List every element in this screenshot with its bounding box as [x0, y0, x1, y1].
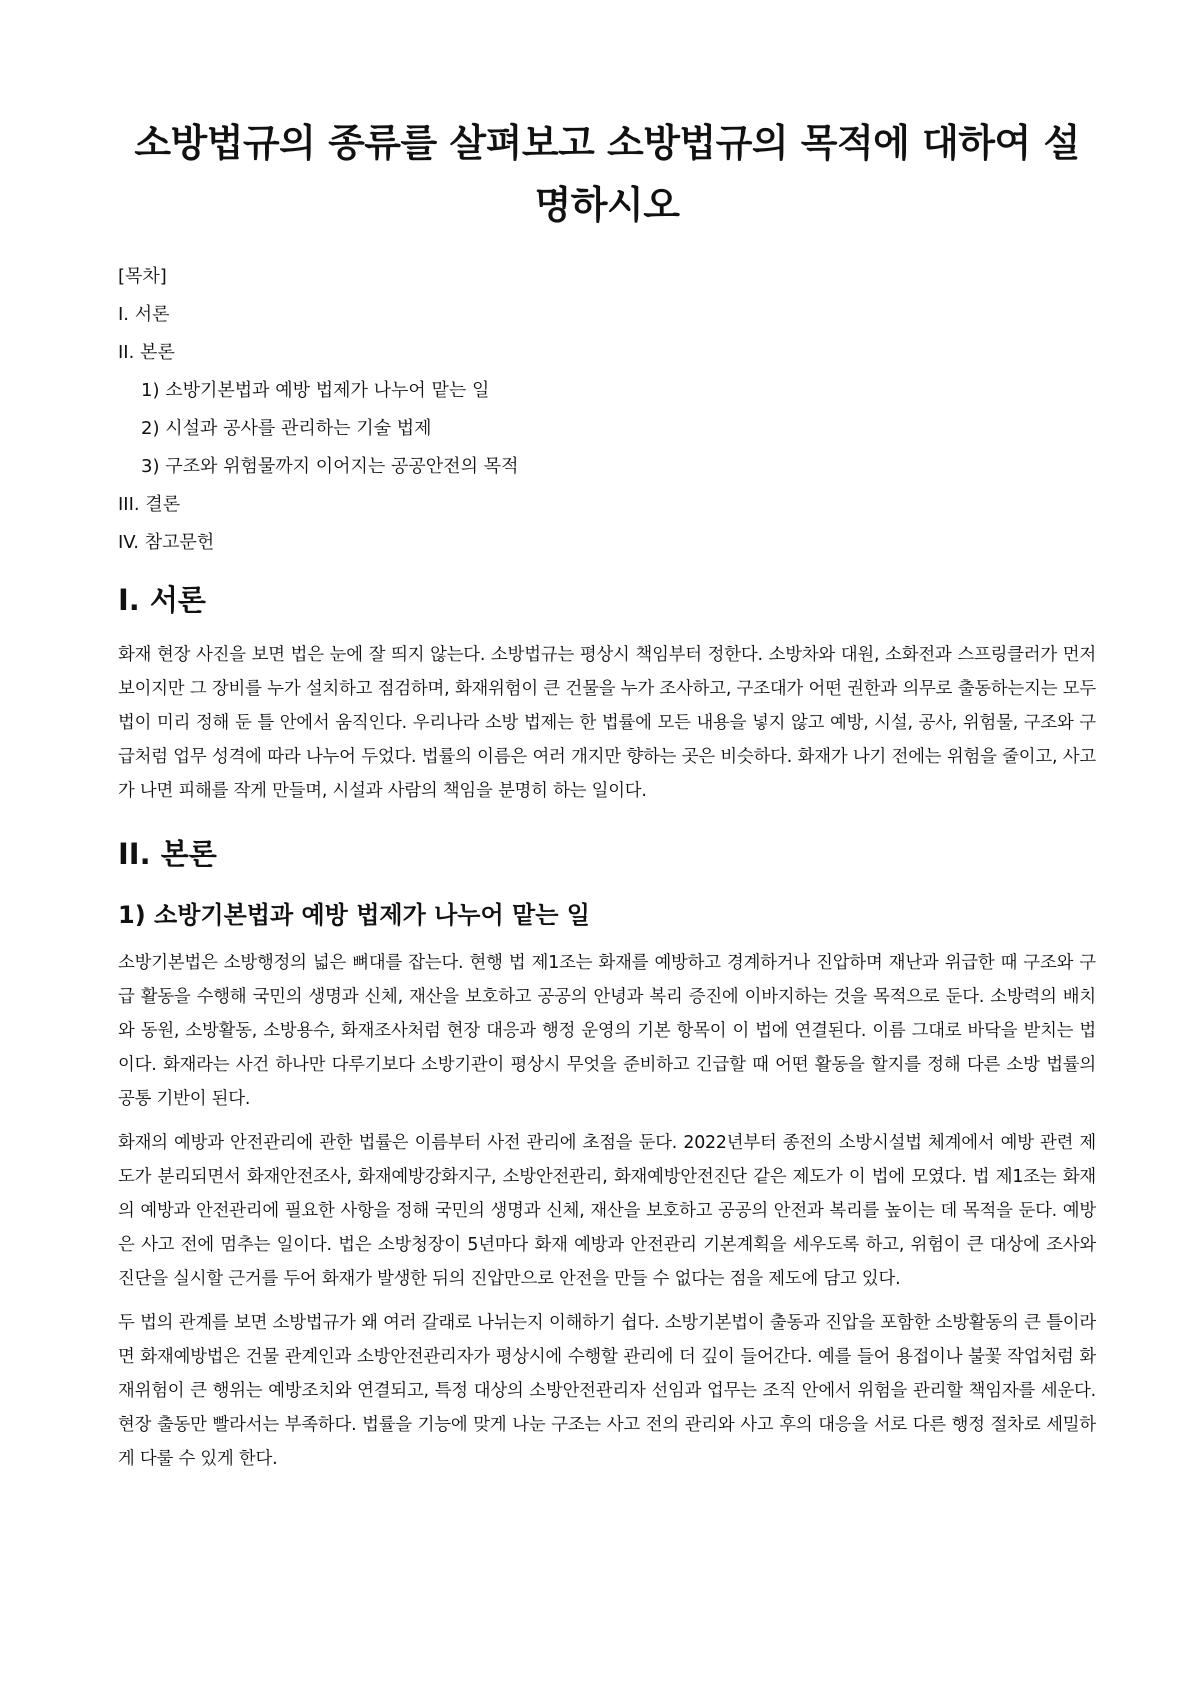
- document-title: 소방법규의 종류를 살펴보고 소방법규의 목적에 대하여 설명하시오: [134, 121, 1080, 227]
- body-paragraph: 화재 현장 사진을 보면 법은 눈에 잘 띄지 않는다. 소방법규는 평상시 책임부터 정한다. 소방차와 대원, 소화전과 스프링클러가 먼저 보이지만 그 장비를 누가 설치하고 점검하며, 화재위험이 큰 건물을 누가 조사하고, 구조대가 어떤 권한과 의무로 출동하는지는 모두 법이 미리 정해 둔 틀 안에서 움직인다. 우리나라 소방 법제는 한 법률에 모든 내용을 넣지 않고 예방, 시설, 공사, 위험물, 구조와 구급처럼 업무 성격에 따라 나누어 두었다. 법률의 이름은 여러 개지만 향하는 곳은 비슷하다. 화재가 나기 전에는 위험을 줄이고, 사고가 나면 피해를 작게 만들며, 시설과 사람의 책임을 분명히 하는 일이다.: [118, 645, 1096, 801]
- subsection-heading: 1) 소방기본법과 예방 법제가 나누어 맡는 일: [118, 901, 590, 929]
- toc-subitem: 2) 시설과 공사를 관리하는 기술 법제: [141, 418, 432, 439]
- toc-item: I. 서론: [118, 304, 170, 325]
- section-heading-introduction: I. 서론: [118, 583, 206, 617]
- toc-item: IV. 참고문헌: [118, 532, 215, 553]
- toc-subitem: 3) 구조와 위험물까지 이어지는 공공안전의 목적: [141, 456, 519, 477]
- body-paragraph: 두 법의 관계를 보면 소방법규가 왜 여러 갈래로 나뉘는지 이해하기 쉽다. 소방기본법이 출동과 진압을 포함한 소방활동의 큰 틀이라면 화재예방법은 건물 관계인과 소방안전관리자가 평상시에 수행할 관리에 더 깊이 들어간다. 예를 들어 용접이나 불꽃 작업처럼 화재위험이 큰 행위는 예방조치와 연결되고, 특정 대상의 소방안전관리자 선임과 업무는 조직 안에서 위험을 관리할 책임자를 세운다. 현장 출동만 빨라서는 부족하다. 법률을 기능에 맞게 나눈 구조는 사고 전의 관리와 사고 후의 대응을 서로 다른 행정 절차로 세밀하게 다룰 수 있게 한다.: [118, 1313, 1096, 1469]
- toc-item: III. 결론: [118, 494, 181, 515]
- section-heading-body: II. 본론: [118, 837, 217, 871]
- table-of-contents: [118, 266, 1096, 554]
- toc-item: II. 본론: [118, 342, 175, 363]
- body-paragraph: 소방기본법은 소방행정의 넓은 뼈대를 잡는다. 현행 법 제1조는 화재를 예방하고 경계하거나 진압하며 재난과 위급한 때 구조와 구급 활동을 수행해 국민의 생명과 신체, 재산을 보호하고 공공의 안녕과 복리 증진에 이바지하는 것을 목적으로 둔다. 소방력의 배치와 동원, 소방활동, 소방용수, 화재조사처럼 현장 대응과 행정 운영의 기본 항목이 이 법에 연결된다. 이름 그대로 바닥을 받치는 법이다. 화재라는 사건 하나만 다루기보다 소방기관이 평상시 무엇을 준비하고 긴급할 때 어떤 활동을 할지를 정해 다른 소방 법률의 공통 기반이 된다.: [118, 953, 1096, 1109]
- body-paragraph: 화재의 예방과 안전관리에 관한 법률은 이름부터 사전 관리에 초점을 둔다. 2022년부터 종전의 소방시설법 체계에서 예방 관련 제도가 분리되면서 화재안전조사, 화재예방강화지구, 소방안전관리, 화재예방안전진단 같은 제도가 이 법에 모였다. 법 제1조는 화재의 예방과 안전관리에 필요한 사항을 정해 국민의 생명과 신체, 재산을 보호하고 공공의 안전과 복리를 높이는 데 목적을 둔다. 예방은 사고 전에 멈추는 일이다. 법은 소방청장이 5년마다 화재 예방과 안전관리 기본계획을 세우도록 하고, 위험이 큰 대상에 조사와 진단을 실시할 근거를 두어 화재가 발생한 뒤의 진압만으로 안전을 만들 수 없다는 점을 제도에 담고 있다.: [118, 1133, 1096, 1289]
- toc-heading: [목차]: [118, 266, 167, 287]
- toc-subitem: 1) 소방기본법과 예방 법제가 나누어 맡는 일: [141, 380, 490, 401]
